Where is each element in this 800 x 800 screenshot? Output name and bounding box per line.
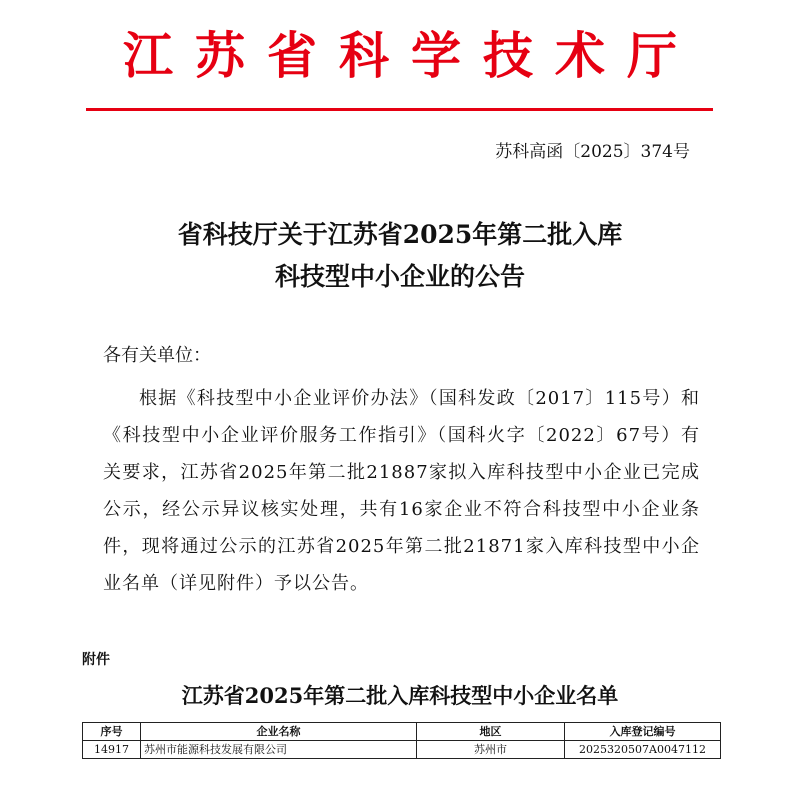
cell-region: 苏州市: [417, 741, 565, 759]
document-number: 苏科高函〔2025〕374号: [495, 142, 690, 162]
table-header-row: [83, 723, 721, 741]
salutation: 各有关单位：: [103, 345, 211, 366]
column-header-region: 地区: [417, 723, 565, 741]
agency-header-title: 江苏省科学技术厅: [123, 26, 699, 85]
cell-serial-no: 14917: [83, 741, 141, 759]
attachment-list-title: 江苏省2025年第二批入库科技型中小企业名单: [181, 683, 619, 708]
column-header-serial-no: 序号: [83, 723, 141, 741]
company-list-table: [82, 722, 721, 759]
table-row: [83, 741, 721, 759]
attachment-label: 附件: [82, 652, 110, 668]
notice-title-line-1: 省科技厅关于江苏省2025年第二批入库: [177, 220, 623, 249]
body-paragraph: 根据《科技型中小企业评价办法》（国科发政〔2017〕115号）和《科技型中小企业评价服务工作指引》（国科火字〔2022〕67号）有关要求，江苏省2025年第二批21887家拟入库科技型中小企业已完成公示，经公示异议核实处理，共有16家企业不符合科技型中小企业条件，现将通过公示的江苏省2025年第二批21871家入库科技型中小企业名单（详见附件）予以公告。: [103, 388, 700, 594]
notice-title: [0, 214, 800, 298]
cell-registration-id: 2025320507A0047112: [565, 741, 721, 759]
cell-company-name: 苏州市能源科技发展有限公司: [141, 741, 417, 759]
column-header-company-name: 企业名称: [141, 723, 417, 741]
column-header-registration-id: 入库登记编号: [565, 723, 721, 741]
red-header-rule: [86, 108, 713, 111]
notice-title-line-2: 科技型中小企业的公告: [274, 262, 525, 291]
